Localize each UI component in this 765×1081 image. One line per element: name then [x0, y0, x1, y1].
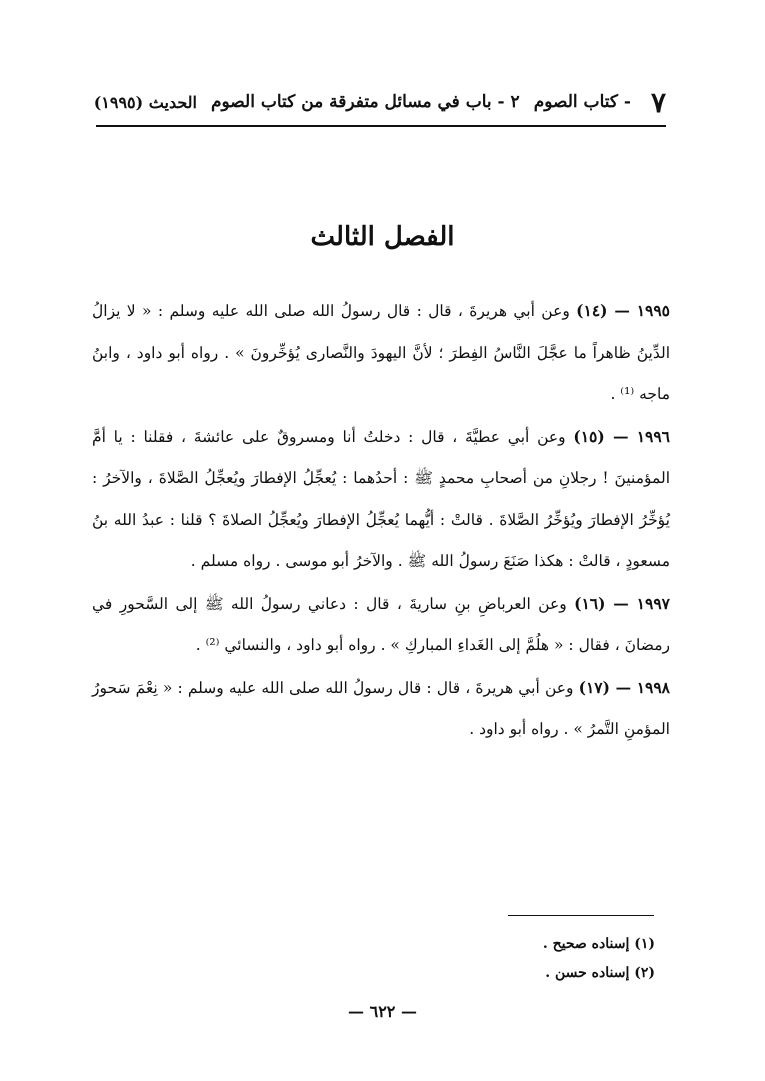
hadith-body [92, 290, 670, 751]
chapter-title: ٢ - باب في مسائل متفرقة من كتاب الصوم [211, 92, 520, 112]
section-title: الفصل الثالث [310, 222, 455, 252]
hadith-paragraph [92, 416, 670, 583]
hadith-text: وعن أبي هريرةَ ، قال : قال رسولُ الله صلى الله عليه وسلم : « لا يزالُ الدِّينُ ظاهراً ما عجَّلَ النَّاسُ الفِطرَ ؛ لأنَّ اليهودَ والنَّصارى يُؤخِّرونَ » . رواه أبو داود ، وابنُ ماجه ⁽¹⁾ . [92, 302, 670, 403]
running-header [93, 82, 666, 122]
hadith-range: الحديث (١٩٩٥) [93, 92, 197, 112]
footnote: (١) إسناده صحيح . [542, 936, 655, 952]
book-title: - كتاب الصوم [533, 92, 631, 112]
hadith-text: وعن أبي هريرةَ ، قال : قال رسولُ الله صلى الله عليه وسلم : « نِعْمَ سَحورُ المؤمنِ التَّمرُ » . رواه أبو داود . [92, 678, 670, 738]
hadith-number: ١٩٩٥ — (١٤) [576, 301, 670, 320]
hadith-number: ١٩٩٦ — (١٥) [573, 426, 670, 446]
page-marker: ٧ [650, 85, 666, 119]
page-number: — ٦٢٢ — [348, 1002, 417, 1021]
footnote-rule [508, 915, 654, 916]
hadith-text: وعن أبي عطيَّةَ ، قال : دخلتُ أنا ومسروقٌ على عائشةَ ، فقلنا : يا أمَّ المؤمنينَ ! رجلانِ من أصحابِ محمدٍ ﷺ : أحدُهما : يُعجِّلُ الإفطارَ ويُعجِّلُ الصَّلاةَ ، والآخرُ : يُؤخِّرُ الإفطارَ ويُؤخِّرُ الصَّلاةَ . قالتْ : أيُّهما يُعجِّلُ الإفطارَ ويُعجِّلُ الصلاةَ ؟ قلنا : عبدُ الله بنُ مسعودٍ ، قالتْ : هكذا صَنَعَ رسولُ الله ﷺ . والآخرُ أبو موسى . رواه مسلم . [92, 427, 670, 570]
header-rule [96, 125, 666, 127]
hadith-paragraph [92, 290, 670, 416]
hadith-number: ١٩٩٨ — (١٧) [578, 677, 670, 697]
footnote: (٢) إسناده حسن . [545, 965, 655, 981]
hadith-text: وعن العرباضِ بنِ ساريةَ ، قال : دعاني رسولُ الله ﷺ إلى السَّحورِ في رمضانَ ، فقال : « هلُمَّ إلى الغَداءِ المباركِ » . رواه أبو داود ، والنسائي ⁽²⁾ . [92, 594, 670, 654]
footnotes [380, 930, 655, 988]
hadith-paragraph [92, 667, 670, 751]
hadith-paragraph [92, 583, 670, 667]
hadith-number: ١٩٩٧ — (١٦) [574, 593, 670, 613]
